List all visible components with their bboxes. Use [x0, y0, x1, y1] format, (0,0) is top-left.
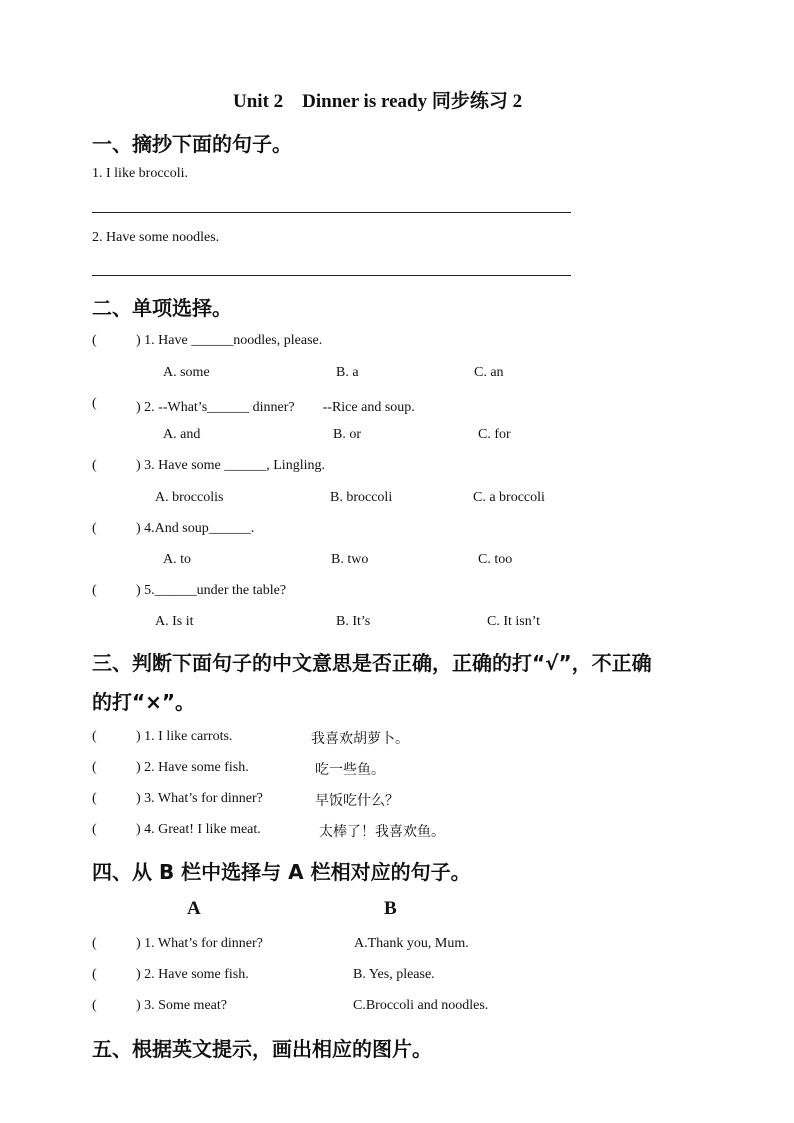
column-a-item: ) 1. What’s for dinner? [136, 936, 263, 951]
answer-paren[interactable]: ( [92, 967, 97, 982]
statement-en: ) 3. What’s for dinner? [136, 791, 263, 806]
section1-heading: 一、摘抄下面的句子。 [92, 132, 292, 156]
column-a-item: ) 2. Have some fish. [136, 967, 249, 982]
option-b: B. broccoli [330, 490, 393, 505]
column-b-item: A.Thank you, Mum. [354, 936, 469, 951]
answer-paren[interactable]: ( [92, 396, 97, 411]
answer-paren[interactable]: ( [92, 822, 97, 837]
section1-item-2: 2. Have some noodles. [92, 230, 220, 245]
section4-heading: 四、从 B 栏中选择与 A 栏相对应的句子。 [92, 860, 471, 884]
question-text: ) 4.And soup______. [136, 521, 255, 536]
option-c: C. too [478, 552, 513, 567]
option-c: C. a broccoli [473, 490, 545, 505]
option-a: A. some [163, 365, 210, 380]
answer-paren[interactable]: ( [92, 791, 97, 806]
option-c: C. an [474, 365, 504, 380]
answer-paren[interactable]: ( [92, 333, 97, 348]
question-text: ) 1. Have ______noodles, please. [136, 333, 323, 348]
question-text: ) 3. Have some ______, Lingling. [136, 458, 325, 473]
statement-zh: 我喜欢胡萝卜。 [311, 731, 409, 747]
statement-en: ) 1. I like carrots. [136, 729, 233, 744]
column-b-item: C.Broccoli and noodles. [353, 998, 489, 1013]
answer-paren[interactable]: ( [92, 760, 97, 775]
statement-zh: 吃一些鱼。 [315, 762, 385, 778]
option-c: C. for [478, 427, 511, 442]
option-a: A. Is it [155, 614, 194, 629]
option-b: B. two [331, 552, 369, 567]
column-a-header: A [187, 898, 201, 919]
answer-paren[interactable]: ( [92, 458, 97, 473]
statement-zh: 早饭吃什么？ [315, 793, 399, 809]
statement-en: ) 4. Great! I like meat. [136, 822, 261, 837]
option-a: A. to [163, 552, 191, 567]
section1-item-1: 1. I like broccoli. [92, 166, 189, 181]
section3-heading-line2: 的打“×”。 [92, 690, 196, 714]
option-b: B. or [333, 427, 361, 442]
option-a: A. broccolis [155, 490, 224, 505]
column-b-header: B [384, 898, 397, 919]
option-c: C. It isn’t [487, 614, 541, 629]
column-a-item: ) 3. Some meat? [136, 998, 227, 1013]
answer-paren[interactable]: ( [92, 583, 97, 598]
answer-paren[interactable]: ( [92, 936, 97, 951]
question-text: ) 2. --What’s______ dinner? --Rice and soup. [136, 400, 415, 415]
answer-line-2 [92, 275, 571, 276]
answer-paren[interactable]: ( [92, 998, 97, 1013]
section3-heading-line1: 三、判断下面句子的中文意思是否正确，正确的打“√”，不正确 [92, 651, 652, 675]
statement-zh: 太棒了！我喜欢鱼。 [319, 824, 445, 840]
answer-paren[interactable]: ( [92, 521, 97, 536]
answer-line-1 [92, 212, 571, 213]
statement-en: ) 2. Have some fish. [136, 760, 249, 775]
page-title: Unit 2 Dinner is ready 同步练习 2 [233, 91, 523, 112]
section5-heading: 五、根据英文提示，画出相应的图片。 [92, 1037, 432, 1061]
question-text: ) 5.______under the table? [136, 583, 287, 598]
answer-paren[interactable]: ( [92, 729, 97, 744]
section2-heading: 二、单项选择。 [92, 296, 232, 320]
column-b-item: B. Yes, please. [353, 967, 435, 982]
option-b: B. It’s [336, 614, 371, 629]
option-b: B. a [336, 365, 359, 380]
option-a: A. and [163, 427, 201, 442]
